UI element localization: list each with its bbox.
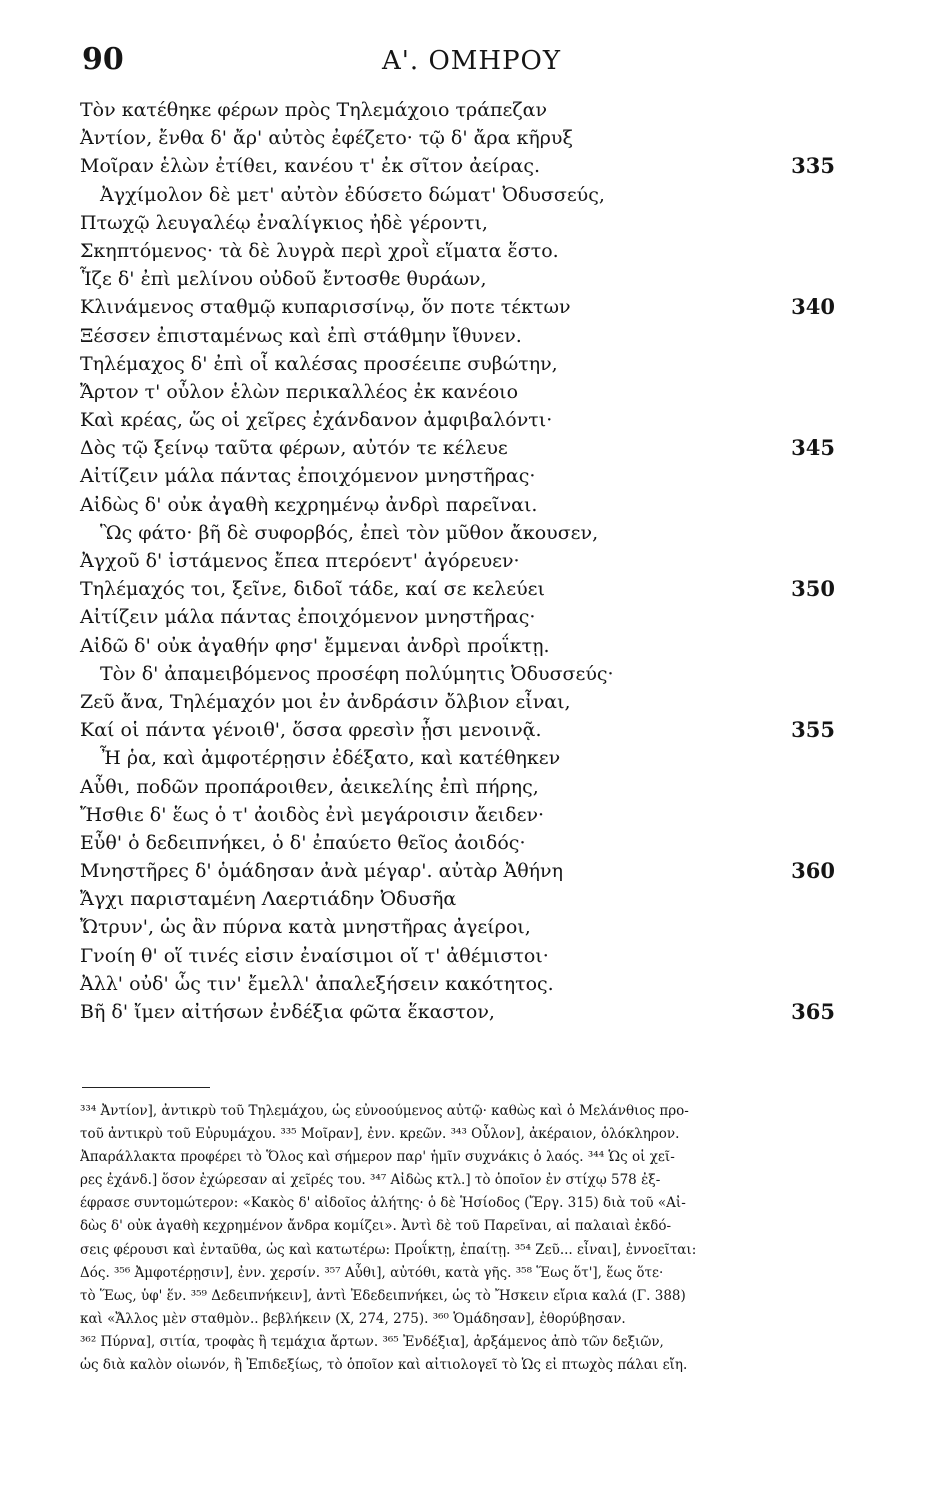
line-number: 345 (791, 435, 835, 461)
verse-text: Δὸς τῷ ξείνῳ ταῦτα φέρων, αὐτόν τε κέλευε (80, 437, 508, 460)
verse-line (80, 547, 835, 575)
footnote-line: σεις φέρουσι καὶ ἐνταῦθα, ὡς καὶ κατωτέρω: Προΐκτῃ, ἐπαίτῃ. ³⁵⁴ Ζεῦ... εἶναι], ἐννοεῖται: (80, 1241, 697, 1258)
verse-line (80, 265, 835, 293)
footnote-line: Δός. ³⁵⁶ Ἀμφοτέρῃσιν], ἐνν. χερσίν. ³⁵⁷ Αὖθι], αὐτόθι, κατὰ γῆς. ³⁵⁸ Ἕως ὅτ'], ἕως ὅτε· (80, 1264, 664, 1281)
line-number: 365 (791, 999, 835, 1024)
verse-text: Μνηστῆρες δ' ὁμάδησαν ἀνὰ μέγαρ'. αὐτὰρ Ἀθήνη (80, 860, 563, 883)
footnote-line: ³³⁴ Ἀντίον], ἀντικρὺ τοῦ Τηλεμάχου, ὡς εὐνοούμενος αὐτῷ· καθὼς καὶ ὁ Μελάνθιος προ- (80, 1103, 689, 1119)
verse-text: Μοῖραν ἑλὼν ἐτίθει, κανέου τ' ἐκ σῖτον ἀείρας. (80, 155, 540, 178)
verse-line (80, 406, 835, 434)
verse-line (80, 632, 835, 660)
footnote-separator (82, 1087, 210, 1088)
verse-line (80, 913, 835, 941)
line-number: 350 (791, 576, 835, 602)
verse-line (80, 322, 835, 350)
footnotes-block (80, 1100, 820, 1377)
verse-text: Ἦ ῥα, καὶ ἀμφοτέρῃσιν ἐδέξατο, καὶ κατέθηκεν (100, 747, 561, 770)
verse-text: Τηλέμαχος δ' ἐπὶ οἷ καλέσας προσέειπε συβώτην, (80, 352, 558, 375)
verse-text: Αἰτίζειν μάλα πάντας ἐποιχόμενον μνηστῆρας· (80, 465, 536, 488)
footnote-line: ρες ἐχάνδ.] ὅσον ἐχώρεσαν αἱ χεῖρές του. ³⁴⁷ Αἰδὼς κτλ.] τὸ ὁποῖον ἐν στίχῳ 578 ἐξ- (80, 1172, 661, 1189)
verse-line (80, 970, 835, 998)
verse-text: Κλινάμενος σταθμῷ κυπαρισσίνῳ, ὅν ποτε τέκτων (80, 296, 571, 319)
verse-line (80, 434, 835, 462)
verse-text: Αὖθι, ποδῶν προπάροιθεν, ἀεικελίης ἐπὶ πήρης, (80, 775, 539, 798)
page-number: 90 (82, 42, 124, 77)
verse-line (80, 716, 835, 744)
verse-text: Ἀγχοῦ δ' ἱστάμενος ἔπεα πτερόεντ' ἀγόρευεν· (80, 550, 520, 572)
verse-text: Αἰδῶ δ' οὐκ ἀγαθήν φησ' ἔμμεναι ἀνδρὶ προΐκτῃ. (80, 634, 550, 657)
verse-line (80, 181, 835, 209)
verse-line (80, 744, 835, 772)
verse-line (80, 462, 835, 490)
verse-line (80, 124, 835, 152)
verse-line (80, 152, 835, 180)
verse-text: Ὤτρυν', ὡς ἂν πύρνα κατὰ μνηστῆρας ἀγείροι, (80, 916, 531, 939)
verse-line (80, 96, 835, 124)
footnote-line: έφρασε συντομώτερον: «Κακὸς δ' αἰδοῖος ἀλήτης· ὁ δὲ Ἡσίοδος (Ἔργ. 315) διὰ τοῦ «Αἰ- (80, 1195, 686, 1212)
running-title: Α'. ΟΜΗΡΟΥ (382, 46, 562, 76)
verse-text: Καὶ κρέας, ὥς οἱ χεῖρες ἐχάνδανον ἀμφιβαλόντι· (80, 409, 553, 432)
verse-text: Σκηπτόμενος· τὰ δὲ λυγρὰ περὶ χροῒ εἵματα ἕστο. (80, 239, 559, 262)
verse-line (80, 942, 835, 970)
verse-line (80, 491, 835, 519)
verse-line (80, 660, 835, 688)
verse-text: Ἷζε δ' ἐπὶ μελίνου οὐδοῦ ἔντοσθε θυράων, (80, 268, 487, 291)
verse-line (80, 998, 835, 1026)
verse-line (80, 857, 835, 885)
verse-line (80, 378, 835, 406)
verse-text: Ἄρτον τ' οὖλον ἑλὼν περικαλλέος ἐκ κανέοιο (80, 380, 519, 403)
verse-text: Αἰδὼς δ' οὐκ ἀγαθὴ κεχρημένῳ ἀνδρὶ παρεῖναι. (80, 493, 538, 516)
verse-line (80, 293, 835, 321)
verse-block (80, 96, 835, 1026)
verse-text: Αἰτίζειν μάλα πάντας ἐποιχόμενον μνηστῆρας· (80, 606, 536, 629)
verse-text: Καί οἱ πάντα γένοιθ', ὅσσα φρεσὶν ᾗσι μενοινᾷ. (80, 719, 542, 742)
verse-line (80, 885, 835, 913)
verse-line (80, 519, 835, 547)
verse-text: Ἀντίον, ἔνθα δ' ἄρ' αὐτὸς ἐφέζετο· τῷ δ' ἄρα κῆρυξ (80, 127, 573, 150)
verse-text: Ἀγχίμολον δὲ μετ' αὐτὸν ἐδύσετο δώματ' Ὀδυσσεύς, (100, 183, 605, 206)
verse-text: Τὸν κατέθηκε φέρων πρὸς Τηλεμάχοιο τράπεζαν (80, 99, 548, 121)
footnote-line: δὼς δ' οὐκ ἀγαθὴ κεχρημένον ἄνδρα κομίζει». Ἀντὶ δὲ τοῦ Παρεῖναι, αἱ παλαιαὶ ἐκδό- (80, 1218, 672, 1235)
verse-line (80, 350, 835, 378)
verse-line (80, 237, 835, 265)
footnote-line: τὸ Ἕως, ὑφ' ἕν. ³⁵⁹ Δεδειπνήκειν], ἀντὶ Ἐδεδειπνήκει, ὡς τὸ Ἤσκειν εἴρια καλά (Γ. 388) (80, 1287, 686, 1304)
verse-line (80, 801, 835, 829)
verse-text: Τηλέμαχός τοι, ξεῖνε, διδοῖ τάδε, καί σε κελεύει (80, 578, 545, 601)
verse-text: Ζεῦ ἄνα, Τηλέμαχόν μοι ἐν ἀνδράσιν ὄλβιον εἶναι, (80, 690, 571, 713)
verse-text: Βῆ δ' ἴμεν αἰτήσων ἐνδέξια φῶτα ἕκαστον, (80, 1001, 495, 1023)
verse-line (80, 575, 835, 603)
verse-text: Ἤσθιε δ' ἕως ὁ τ' ἀοιδὸς ἐνὶ μεγάροισιν ἄειδεν· (80, 803, 545, 826)
verse-line (80, 773, 835, 801)
verse-text: Τὸν δ' ἀπαμειβόμενος προσέφη πολύμητις Ὀδυσσεύς· (100, 662, 614, 685)
line-number: 340 (791, 294, 835, 320)
verse-line (80, 688, 835, 716)
verse-text: Ξέσσεν ἐπισταμένως καὶ ἐπὶ στάθμην ἴθυνεν. (80, 324, 522, 347)
verse-text: Εὖθ' ὁ δεδειπνήκει, ὁ δ' ἐπαύετο θεῖος ἀοιδός· (80, 831, 526, 854)
verse-text: Γνοίη θ' οἵ τινές εἰσιν ἐναίσιμοι οἵ τ' ἀθέμιστοι· (80, 944, 549, 967)
footnote-line: ³⁶² Πύρνα], σιτία, τροφὰς ἢ τεμάχια ἄρτων. ³⁶⁵ Ἐνδέξια], ἀρξάμενος ἀπὸ τῶν δεξιῶν, (80, 1333, 664, 1350)
line-number: 360 (791, 858, 835, 884)
page-header (82, 42, 829, 82)
line-number: 355 (791, 717, 835, 743)
footnote-line: καὶ «Ἄλλος μὲν σταθμὸν.. βεβλήκειν (Χ, 274, 275). ³⁶⁰ Ὁμάδησαν], ἐθορύβησαν. (80, 1310, 626, 1327)
footnote-line: Ἀπαράλλακτα προφέρει τὸ Ὅλος καὶ σήμερον παρ' ἡμῖν συχνάκις ὁ λαός. ³⁴⁴ Ὡς οἱ χεῖ- (80, 1149, 675, 1166)
verse-text: Ἄγχι παρισταμένη Λαερτιάδην Ὀδυσῆα (80, 888, 457, 911)
verse-line (80, 829, 835, 857)
footnote-line: τοῦ ἀντικρὺ τοῦ Εὐρυμάχου. ³³⁵ Μοῖραν], ἐνν. κρεῶν. ³⁴³ Οὖλον], ἀκέραιον, ὁλόκληρον. (80, 1126, 680, 1143)
verse-text: Ὣς φάτο· βῆ δὲ συφορβός, ἐπεὶ τὸν μῦθον ἄκουσεν, (100, 521, 599, 544)
verse-line (80, 209, 835, 237)
verse-text: Ἀλλ' οὐδ' ὧς τιν' ἔμελλ' ἀπαλεξήσειν κακότητος. (80, 972, 554, 995)
verse-line (80, 603, 835, 631)
footnote-line: ὡς διὰ καλὸν οἰωνόν, ἢ Ἐπιδεξίως, τὸ ὁποῖον καὶ αἰτιολογεῖ τὸ Ὡς εἰ πτωχὸς πάλαι εἴη. (80, 1357, 688, 1374)
verse-text: Πτωχῷ λευγαλέῳ ἐναλίγκιος ἠδὲ γέροντι, (80, 211, 488, 234)
line-number: 335 (791, 153, 835, 179)
